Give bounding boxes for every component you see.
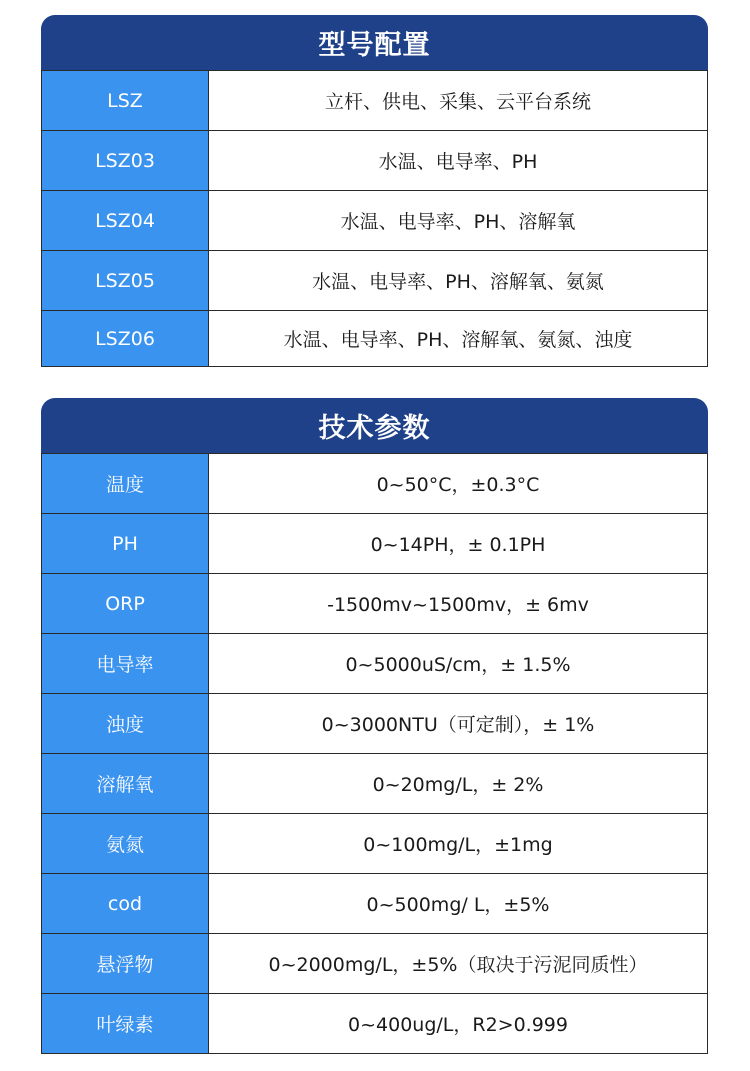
spec-value: 0~5000uS/cm，± 1.5%: [209, 634, 708, 694]
table-row: [42, 311, 708, 367]
table-row: [42, 634, 708, 694]
model-label: LSZ: [42, 71, 209, 131]
spec-label: 叶绿素: [42, 994, 209, 1054]
model-label: LSZ06: [42, 311, 209, 367]
model-label: LSZ05: [42, 251, 209, 311]
table-row: [42, 814, 708, 874]
spec-value: 0~14PH，± 0.1PH: [209, 514, 708, 574]
table-row: [42, 191, 708, 251]
model-config-title: 型号配置: [41, 15, 708, 70]
model-features: 立杆、供电、采集、云平台系统: [209, 71, 708, 131]
tech-specs-table: [41, 453, 708, 1054]
model-features: 水温、电导率、PH、溶解氧、氨氮: [209, 251, 708, 311]
table-row: [42, 514, 708, 574]
model-features: 水温、电导率、PH: [209, 131, 708, 191]
spec-value: 0~400ug/L，R2>0.999: [209, 994, 708, 1054]
spec-value: -1500mv~1500mv，± 6mv: [209, 574, 708, 634]
spec-label: 溶解氧: [42, 754, 209, 814]
spec-label: 氨氮: [42, 814, 209, 874]
spec-value: 0~100mg/L，±1mg: [209, 814, 708, 874]
table-row: [42, 694, 708, 754]
model-label: LSZ03: [42, 131, 209, 191]
table-row: [42, 754, 708, 814]
table-row: [42, 71, 708, 131]
spec-label: 电导率: [42, 634, 209, 694]
spec-value: 0~50°C，±0.3°C: [209, 454, 708, 514]
spec-label: 浊度: [42, 694, 209, 754]
spec-label: PH: [42, 514, 209, 574]
table-row: [42, 874, 708, 934]
spec-value: 0~2000mg/L，±5%（取决于污泥同质性）: [209, 934, 708, 994]
tech-specs-section: [41, 398, 708, 1054]
spec-value: 0~500mg/ L，±5%: [209, 874, 708, 934]
model-label: LSZ04: [42, 191, 209, 251]
table-row: [42, 251, 708, 311]
model-config-section: [41, 15, 708, 367]
table-row: [42, 131, 708, 191]
model-features: 水温、电导率、PH、溶解氧: [209, 191, 708, 251]
spec-label: 悬浮物: [42, 934, 209, 994]
spec-label: cod: [42, 874, 209, 934]
tech-specs-title: 技术参数: [41, 398, 708, 453]
model-features: 水温、电导率、PH、溶解氧、氨氮、浊度: [209, 311, 708, 367]
table-row: [42, 934, 708, 994]
table-row: [42, 994, 708, 1054]
table-row: [42, 454, 708, 514]
table-row: [42, 574, 708, 634]
spec-value: 0~3000NTU（可定制），± 1%: [209, 694, 708, 754]
spec-label: ORP: [42, 574, 209, 634]
spec-value: 0~20mg/L，± 2%: [209, 754, 708, 814]
model-config-table: [41, 70, 708, 367]
spec-label: 温度: [42, 454, 209, 514]
